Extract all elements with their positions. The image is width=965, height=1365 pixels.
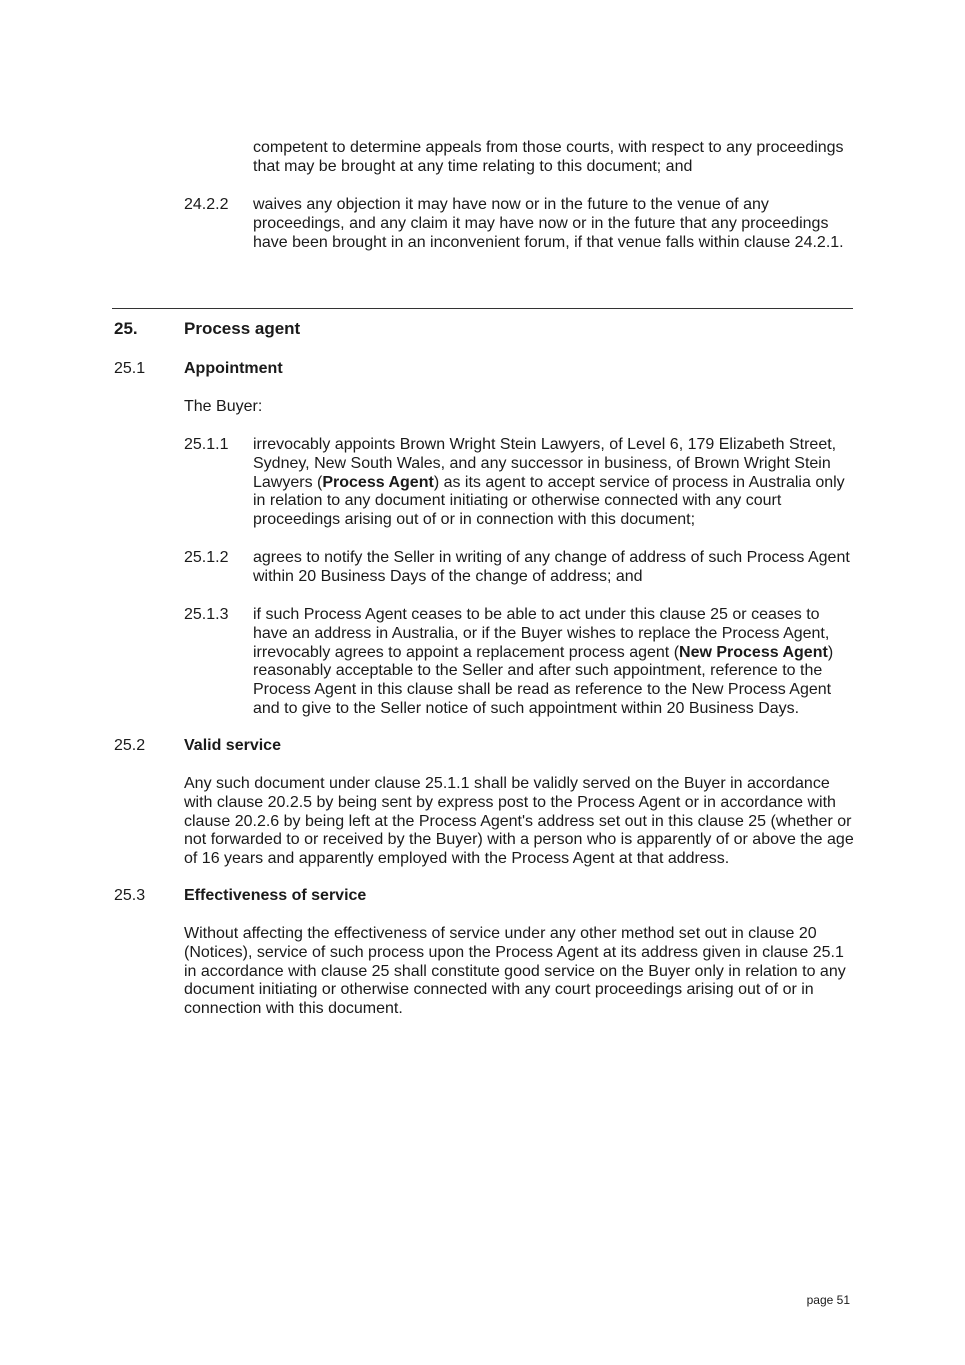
section-divider — [112, 308, 853, 309]
continuation-paragraph: competent to determine appeals from those courts, with respect to any proceedings that may be brought at any time relating to this document; and — [253, 139, 844, 175]
section-number: 25. — [114, 319, 138, 338]
clause-number-25-2: 25.2 — [114, 737, 146, 754]
clause-text-part: ) reasonably acceptable to the Seller and after such appointment, reference to the Process Agent in this clause shall be read as reference to the New Process Agent and to give to the Seller notice of such appointment within 20 Business Days. — [253, 643, 834, 717]
clause-text-25-1-1 — [253, 436, 853, 530]
clause-number-25-1-1: 25.1.1 — [184, 436, 229, 453]
clause-heading-25-1: Appointment — [184, 360, 283, 377]
clause-number-24-2-2: 24.2.2 — [184, 196, 229, 213]
page-number: page 51 — [806, 1293, 850, 1307]
clause-text-part: irrevocably appoints Brown Wright Stein Lawyers, of Level 6, 179 Elizabeth Street, Sydney, New South Wales, and any successor in business, of Brown Wright Stein Lawyers ( — [253, 436, 837, 491]
clause-number-25-1: 25.1 — [114, 360, 146, 377]
clause-number-25-3: 25.3 — [114, 887, 146, 904]
section-title: Process agent — [184, 319, 301, 338]
clause-text-25-1-2: agrees to notify the Seller in writing of any change of address of such Process Agent within 20 Business Days of the change of address; and — [253, 549, 850, 585]
clause-text-part: if such Process Agent ceases to be able to act under this clause 25 or ceases to have an address in Australia, or if the Buyer wishes to replace the Process Agent, irrevocably agrees to appoint a replacement process agent ( — [253, 606, 830, 661]
clause-heading-25-2: Valid service — [184, 737, 281, 754]
clause-text-24-2-2: waives any objection it may have now or in the future to the venue of any proceedings, and any claim it may have now or in the future that any proceedings have been brought in an inconvenient forum, if that venue falls within clause 24.2.1. — [253, 196, 844, 251]
clause-text-part: ) as its agent to accept service of process in Australia only in relation to any document initiating or otherwise connected with any court proceedings arising out of or in connection with this document; — [253, 473, 845, 529]
clause-number-25-1-2: 25.1.2 — [184, 549, 229, 566]
defined-term-new-process-agent: New Process Agent — [679, 643, 828, 661]
clause-intro-25-1: The Buyer: — [184, 398, 263, 415]
clause-heading-25-3: Effectiveness of service — [184, 887, 367, 904]
clause-number-25-1-3: 25.1.3 — [184, 606, 229, 623]
clause-text-25-3: Without affecting the effectiveness of service under any other method set out in clause 20 (Notices), service of such process upon the Process Agent at its address given in clause 25.1 in accordance with clause 25 shall constitute good service on the Buyer only in relation to any document initiating or otherwise connected with any court proceedings arising out of or in connection with this document. — [184, 925, 846, 1018]
clause-text-25-1-3 — [253, 606, 853, 719]
clause-text-25-2: Any such document under clause 25.1.1 shall be validly served on the Buyer in accordance with clause 20.2.5 by being sent by express post to the Process Agent or in accordance with clause 20.2.6 by being left at the Process Agent's address set out in this clause 25 (whether or not forwarded to or received by the Buyer) with a person who is apparently of or above the age of 16 years and apparently employed with the Process Agent at that address. — [184, 775, 854, 868]
defined-term-process-agent: Process Agent — [322, 473, 434, 491]
